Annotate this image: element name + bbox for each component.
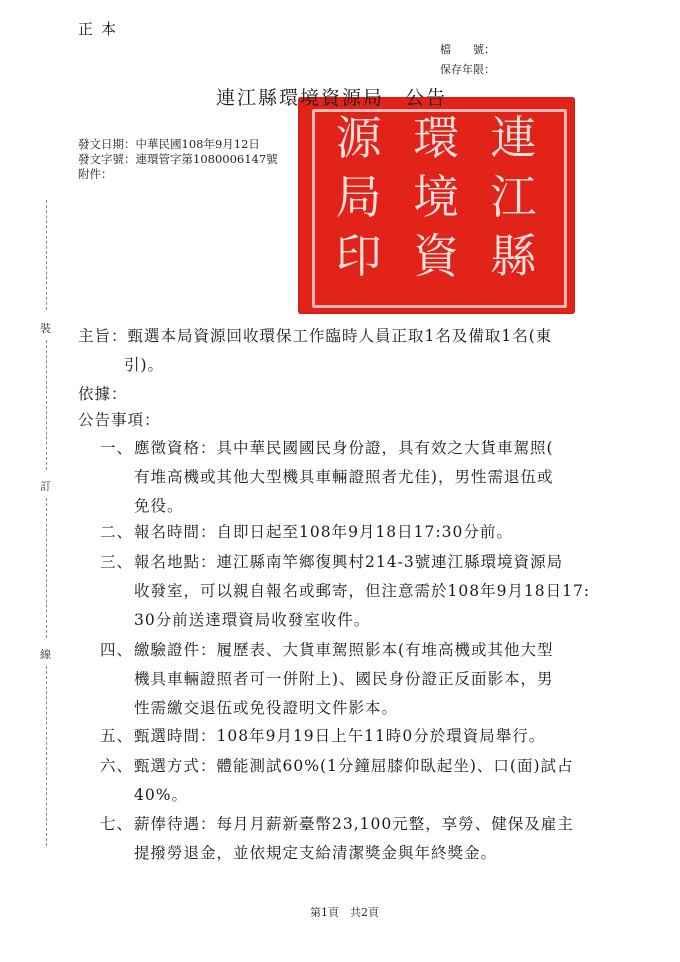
copy-label: 正本 — [78, 20, 125, 38]
item-line: 繳驗證件：履歷表、大貨車駕照影本(有堆高機或其他大型 — [134, 641, 554, 659]
binding-mark-top: 裝 — [40, 322, 51, 335]
item-line: 性需繳交退伍或免役證明文件影本。 — [134, 699, 399, 717]
binding-line — [46, 498, 47, 638]
item-line: 30分前送達環資局收發室收件。 — [134, 611, 371, 629]
issue-date: 發文日期：中華民國108年9月12日 — [78, 137, 260, 151]
item-line: 免役。 — [134, 497, 184, 515]
item-line: 應徵資格：具中華民國國民身份證，具有效之大貨車駕照( — [134, 439, 554, 457]
item-number: 二、 — [100, 523, 134, 541]
item-line: 有堆高機或其他大型機具車輛證照者尤佳)，男性需退伍或 — [134, 468, 554, 486]
item-line: 報名時間：自即日起至108年9月18日17:30分前。 — [134, 523, 513, 541]
basis-label: 依據： — [78, 385, 128, 403]
binding-mark-bottom: 線 — [40, 648, 51, 661]
document-number: 發文字號：連環管字第1080006147號 — [78, 152, 278, 166]
item-line: 收發室，可以親自報名或郵寄，但注意需於108年9月18日17: — [134, 582, 591, 600]
page-footer: 第1頁 共2頁 — [310, 906, 379, 919]
item-number: 六、 — [100, 757, 134, 775]
item-number: 七、 — [100, 815, 134, 833]
item-line: 提撥勞退金，並依規定支給清潔獎金與年終獎金。 — [134, 844, 498, 862]
binding-line — [46, 340, 47, 470]
item-number: 五、 — [100, 727, 134, 745]
item-line: 薪俸待遇：每月月薪新臺幣23,100元整，享勞、健保及雇主 — [134, 815, 574, 833]
item-line: 甄選方式：體能測試60%(1分鐘屈膝仰臥起坐)、口(面)試占 — [134, 757, 574, 775]
official-seal — [298, 97, 575, 314]
binding-mark-middle: 訂 — [40, 480, 51, 493]
items-heading: 公告事項： — [78, 411, 161, 429]
attachment-label: 附件： — [78, 167, 113, 181]
binding-line — [46, 666, 47, 846]
archive-info — [440, 40, 495, 80]
document-title: 連江縣環境資源局 公告 — [216, 87, 448, 109]
file-number-label: 檔 號： — [440, 43, 495, 56]
item-line: 機具車輛證照者可一併附上)、國民身份證正反面影本，男 — [134, 670, 554, 688]
subject-line-2: 引)。 — [124, 356, 165, 374]
seal-characters: 源 局 印 環 境 資 連 江 縣 — [335, 111, 537, 283]
binding-line — [46, 200, 47, 310]
retention-label: 保存年限： — [440, 63, 495, 76]
item-number: 四、 — [100, 641, 134, 659]
item-line: 報名地點：連江縣南竿鄉復興村214-3號連江縣環境資源局 — [134, 553, 564, 571]
subject-line-1: 主旨：甄選本局資源回收環保工作臨時人員正取1名及備取1名(東 — [78, 327, 553, 345]
item-line: 甄選時間：108年9月19日上午11時0分於環資局舉行。 — [134, 727, 546, 745]
item-line: 40%。 — [134, 786, 188, 804]
item-number: 一、 — [100, 439, 134, 457]
item-number: 三、 — [100, 553, 134, 571]
